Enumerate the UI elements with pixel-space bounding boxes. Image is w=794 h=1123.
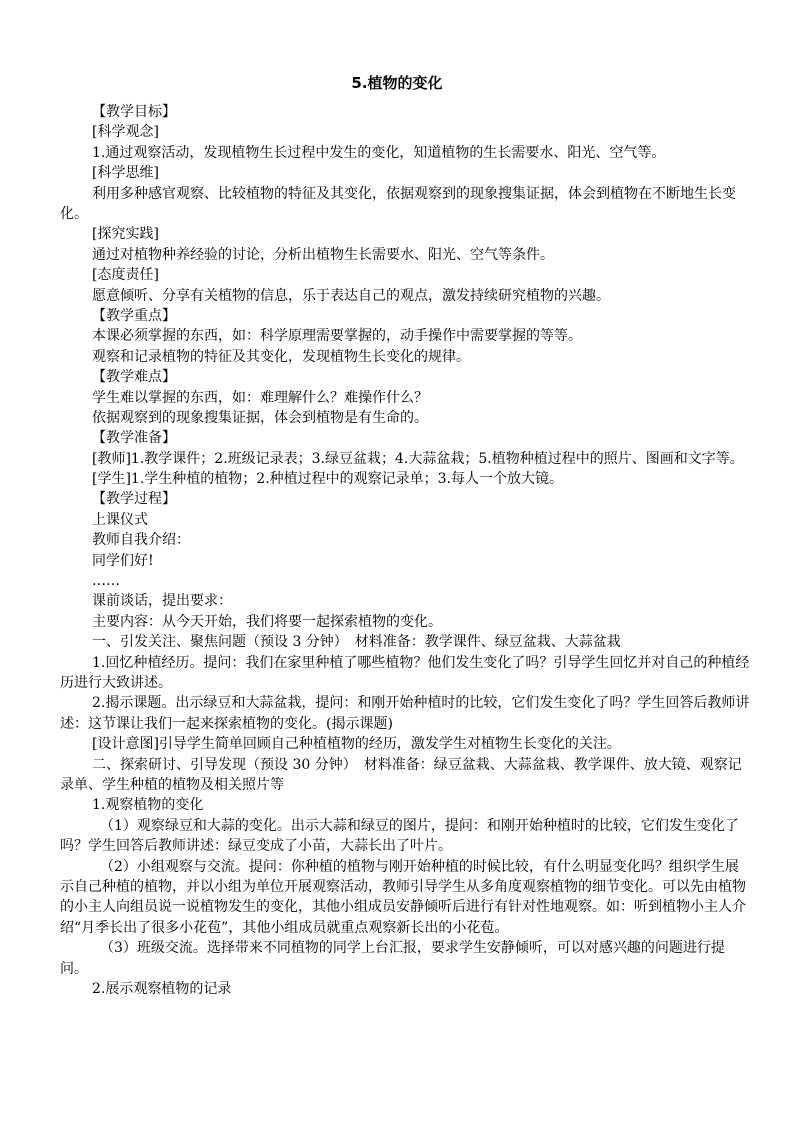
paragraph: （3）班级交流。选择带来不同植物的同学上台汇报，要求学生安静倾听，可以对感兴趣的问题进行提问。 — [60, 940, 725, 977]
paragraph: 课前谈话，提出要求： — [92, 593, 232, 610]
paragraph: 1.回忆种植经历。提问：我们在家里种植了哪些植物？他们发生变化了吗？引导学生回忆并对自己的种植经历进行大致讲述。 — [60, 654, 750, 691]
page-title: 5.植物的变化 — [351, 74, 443, 92]
paragraph: 主要内容：从今天开始，我们将要一起探索植物的变化。 — [92, 613, 442, 630]
paragraph: 1.观察植物的变化 — [92, 797, 204, 814]
paragraph: 同学们好! — [92, 552, 154, 569]
heading-teaching-goals: 【教学目标】 — [92, 104, 176, 120]
paragraph: 本课必须掌握的东西，如：科学原理需要掌握的，动手操作中需要掌握的等等。 — [92, 328, 582, 345]
subheading-inquiry-practice: [探究实践] — [92, 226, 159, 243]
heading-difficulties: 【教学难点】 — [92, 369, 176, 386]
subheading-attitude: [态度责任] — [92, 267, 159, 284]
paragraph: …… — [92, 573, 120, 590]
paragraph: 依据观察到的现象搜集证据，体会到植物是有生命的。 — [92, 409, 428, 426]
subheading-science-thinking: [科学思维] — [92, 165, 159, 182]
heading-process: 【教学过程】 — [92, 491, 176, 508]
paragraph: [教师]1.教学课件；2.班级记录表；3.绿豆盆栽；4.大蒜盆栽；5.植物种植过程中的照片、图画和文字等。 — [92, 450, 744, 467]
section-heading: 二、探索研讨、引导发现（预设 30 分钟） 材料准备：绿豆盆栽、大蒜盆栽、教学课件、放大镜、观察记录单、学生种植的植物及相关照片等 — [60, 756, 742, 794]
paragraph: 学生难以掌握的东西，如：难理解什么？难操作什么？ — [92, 389, 428, 406]
paragraph: 上课仪式 — [92, 511, 148, 528]
paragraph: [设计意图]引导学生简单回顾自己种植植物的经历，激发学生对植物生长变化的关注。 — [92, 736, 621, 753]
heading-key-points: 【教学重点】 — [92, 307, 176, 324]
paragraph: 2.展示观察植物的记录 — [92, 981, 232, 998]
paragraph: 1.通过观察活动，发现植物生长过程中发生的变化，知道植物的生长需要水、阳光、空气等。 — [92, 144, 666, 161]
paragraph: 2.揭示课题。出示绿豆和大蒜盆栽，提问：和刚开始种植时的比较，它们发生变化了吗？学生回答后教师讲述：这节课让我们一起来探索植物的变化。(揭示课题) — [60, 695, 750, 732]
paragraph: 愿意倾听、分享有关植物的信息，乐于表达自己的观点，激发持续研究植物的兴趣。 — [92, 287, 610, 304]
paragraph: 利用多种感官观察、比较植物的特征及其变化，依据观察到的现象搜集证据，体会到植物在不断地生长变化。 — [60, 185, 736, 222]
paragraph: [学生]1.学生种植的植物；2.种植过程中的观察记录单；3.每人一个放大镜。 — [92, 471, 563, 488]
document-body — [60, 102, 752, 999]
paragraph: （2）小组观察与交流。提问：你种植的植物与刚开始种植的时候比较，有什么明显变化吗？组织学生展示自己种植的植物，并以小组为单位开展观察活动，教师引导学生从多角度观察植物的细节变化。可以先由植物的小主人向组员说一说植物发生的变化，其他小组成员安静倾听后进行有针对性地观察。如：听到植物小主人介绍“月季长出了很多小花苞”，其他小组成员就重点观察新长出的小花苞。 — [60, 858, 746, 936]
section-heading: 一、引发关注、聚焦问题（预设 3 分钟） 材料准备：教学课件、绿豆盆栽、大蒜盆栽 — [92, 634, 621, 651]
heading-preparation: 【教学准备】 — [92, 430, 176, 447]
subheading-science-concept: [科学观念] — [92, 124, 159, 141]
paragraph: （1）观察绿豆和大蒜的变化。出示大蒜和绿豆的图片，提问：和刚开始种植时的比较，它们发生变化了吗？学生回答后教师讲述：绿豆变成了小苗，大蒜长出了叶片。 — [60, 817, 739, 855]
paragraph: 通过对植物种养经验的讨论，分析出植物生长需要水、阳光、空气等条件。 — [92, 246, 554, 263]
paragraph: 教师自我介绍： — [92, 532, 190, 549]
paragraph: 观察和记录植物的特征及其变化，发现植物生长变化的规律。 — [92, 348, 470, 365]
